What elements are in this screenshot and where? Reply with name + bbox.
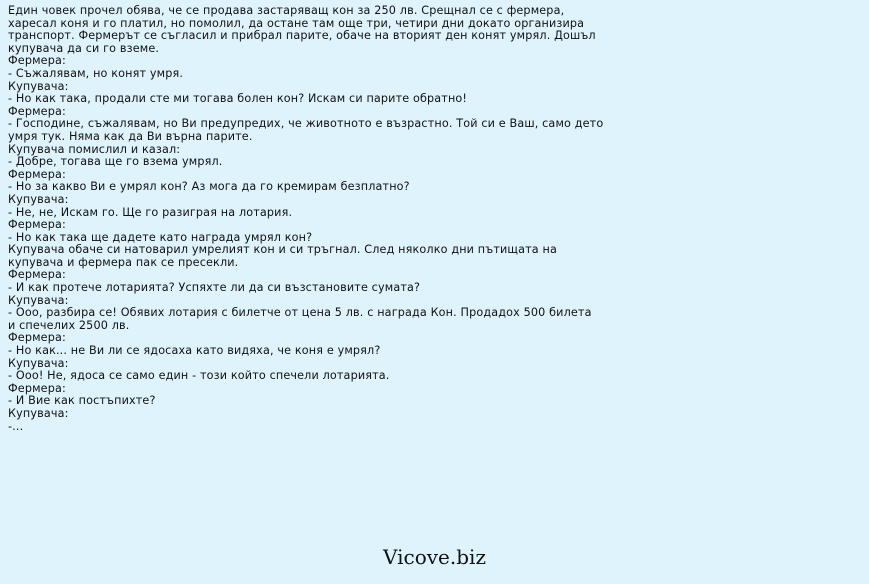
story-line: - Но как така, продали сте ми тогава болен кон? Искам си парите обратно! xyxy=(8,92,468,106)
story-line: - Съжалявам, но конят умря. xyxy=(8,66,184,80)
story-line: Купувача помислил и казал: xyxy=(8,142,181,156)
story-line: харесал коня и го платил, но помолил, да остане там още три, четири дни докато организира xyxy=(8,16,585,30)
story-line: - И как протече лотарията? Успяхте ли да си възстановите сумата? xyxy=(8,281,421,295)
story-line: - Господине, съжалявам, но Ви предупредих, че животното е възрастно. Той си е Ваш, само дето xyxy=(8,117,604,131)
story-line: транспорт. Фермерът се съгласил и прибрал парите, обаче на вторият ден конят умрял. Дошъл xyxy=(8,29,596,43)
story-line: Купувача обаче си натоварил умрелият кон и си тръгнал. След няколко дни пътищата на xyxy=(8,243,557,257)
story-line: купувача да си го вземе. xyxy=(8,41,160,55)
story-line: Фермера: xyxy=(8,331,66,345)
story-text xyxy=(8,4,604,433)
story-line: Купувача: xyxy=(8,192,69,206)
story-line: - Ооо, разбира се! Обявих лотария с билетче от цена 5 лв. с награда Кон. Продадох 500 билета xyxy=(8,306,592,320)
story-line: Фермера: xyxy=(8,167,66,181)
story-line: - Ооо! Не, ядоса се само един - този който спечели лотарията. xyxy=(8,369,390,383)
story-line: - Не, не, Искам го. Ще го разиграя на лотария. xyxy=(8,205,293,219)
story-line: - Добре, тогава ще го взема умрял. xyxy=(8,155,223,169)
story-line: - Но как... не Ви ли се ядосаха като видяха, че коня е умрял? xyxy=(8,344,381,358)
site-watermark: Vicove.biz xyxy=(383,545,486,569)
story-line: Купувача: xyxy=(8,79,69,93)
story-line: - И Вие как постъпихте? xyxy=(8,394,156,408)
story-line: Купувача: xyxy=(8,293,69,307)
story-line: умря тук. Няма как да Ви върна парите. xyxy=(8,129,253,143)
story-line: и спечелих 2500 лв. xyxy=(8,318,130,332)
story-line: Един човек прочел обява, че се продава застаряващ кон за 250 лв. Срещнал се с фермера, xyxy=(8,4,565,17)
story-line: -... xyxy=(8,419,24,433)
story-line: Фермера: xyxy=(8,218,66,232)
story-line: Фермера: xyxy=(8,54,66,68)
story-line: купувача и фермера пак се пресекли. xyxy=(8,255,239,269)
story-line: Купувача: xyxy=(8,407,69,420)
story-line: Фермера: xyxy=(8,104,66,118)
story-line: Купувача: xyxy=(8,356,69,370)
story-line: Фермера: xyxy=(8,268,66,282)
story-line: - Но как така ще дадете като награда умрял кон? xyxy=(8,230,313,244)
story-line: - Но за какво Ви е умрял кон? Аз мога да го кремирам безплатно? xyxy=(8,180,410,194)
story-line: Фермера: xyxy=(8,381,66,395)
